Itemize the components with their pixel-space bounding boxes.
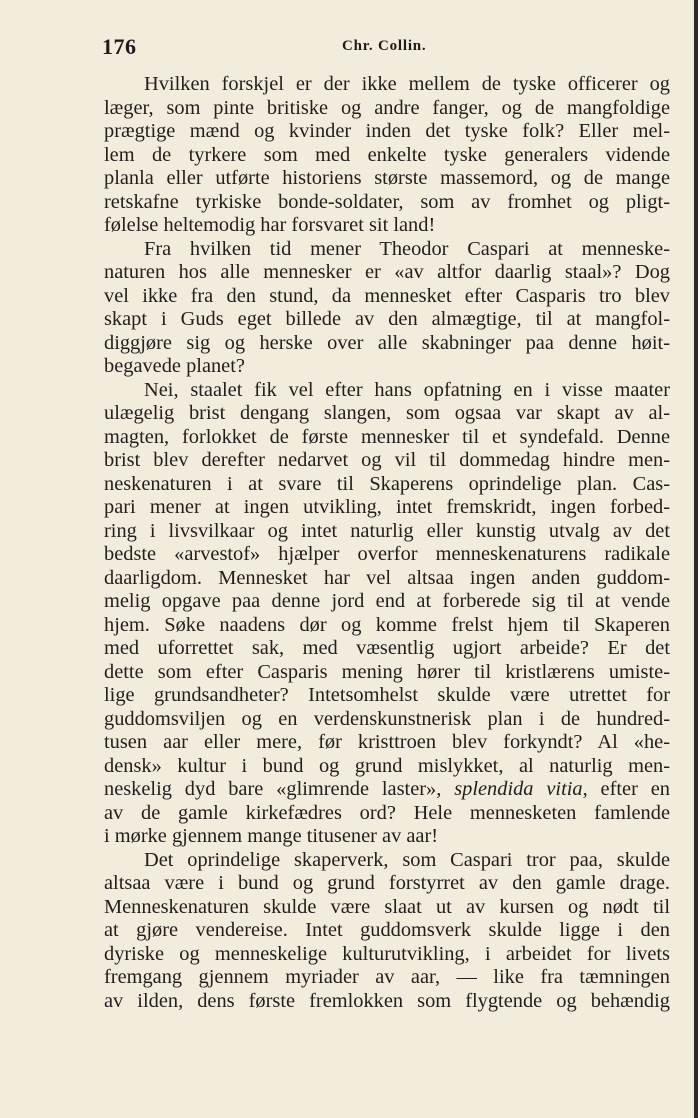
text-line: melig opgave paa denne jord end at forberede sig til at vende bbox=[104, 590, 670, 612]
text-line: følelse heltemodig har forsvaret sit land! bbox=[104, 214, 436, 236]
text-line: bedste «arvestof» hjælper overfor menneskenaturens radikale bbox=[104, 543, 670, 565]
text-line: ring i livsvilkaar og intet naturlig eller kunstig utvalg av det bbox=[104, 519, 670, 542]
text-line: naturen hos alle mennesker er «av altfor daarlig staal»? Dog bbox=[104, 261, 670, 283]
text-line: dyriske og menneskelige kulturutvikling, i arbeidet for livets bbox=[104, 942, 670, 965]
text-line: Nei, staalet fik vel efter hans opfatning en i visse maater bbox=[144, 378, 670, 401]
text-line: diggjøre sig og herske over alle skabninger paa denne høit- bbox=[104, 331, 670, 354]
text-line: av ilden, dens første fremlokken som flygtende og behændig bbox=[104, 989, 670, 1012]
text-line: Det oprindelige skaperverk, som Caspari tror paa, skulde bbox=[144, 848, 670, 871]
text-line: hjem. Søke naadens dør og komme frelst hjem til Skaperen bbox=[104, 613, 670, 636]
page-edge bbox=[694, 0, 698, 1118]
text-line: daarligdom. Mennesket har vel altsaa ingen anden guddom- bbox=[104, 566, 670, 589]
text-line: ulægelig brist dengang slangen, som ogsaa var skapt av al- bbox=[104, 402, 670, 424]
page-number: 176 bbox=[102, 34, 137, 59]
text-line: at gjøre vendereise. Intet guddomsverk skulde ligge i den bbox=[104, 919, 670, 941]
text-line: med uforrettet sak, med væsentlig ugjort arbeide? Er det bbox=[104, 637, 670, 659]
text-line: guddomsviljen og en verdenskunstnerisk plan i de hundred- bbox=[104, 707, 670, 730]
body-text bbox=[104, 73, 670, 1013]
text-line: av de gamle kirkefædres ord? Hele mennesketen famlende bbox=[104, 801, 670, 824]
text-line: Fra hvilken tid mener Theodor Caspari at menneske- bbox=[144, 237, 670, 260]
text-line: begavede planet? bbox=[104, 355, 245, 377]
italic-phrase: splendida vitia bbox=[454, 778, 583, 800]
text-line: Hvilken forskjel er der ikke mellem de tyske officerer og bbox=[144, 73, 670, 95]
text-line: neskenaturen i at svare til Skaperens oprindelige plan. Cas- bbox=[104, 472, 670, 495]
text-line: i mørke gjennem mange titusener av aar! bbox=[104, 825, 439, 847]
text-line: lige grundsandheter? Intetsomhelst skulde være utrettet for bbox=[104, 684, 670, 706]
text-line: Menneskenaturen skulde være slaat ut av kursen og nødt til bbox=[104, 895, 670, 918]
text-line: brist blev derefter nedarvet og vil til dommedag hindre men- bbox=[104, 449, 670, 471]
text-line: planla eller utførte historiens største massemord, og de mange bbox=[104, 167, 670, 189]
text-line: magten, forlokket de første mennesker til et syndefald. Denne bbox=[104, 425, 670, 448]
text-line: pari mener at ingen utvikling, intet fremskridt, ingen forbed- bbox=[104, 496, 670, 518]
running-head: Chr. Collin. bbox=[342, 38, 427, 54]
text-line: densk» kultur i bund og grund mislykket, al naturlig men- bbox=[104, 754, 670, 777]
text-line: neskelig dyd bare «glimrende laster», splendida vitia, efter en bbox=[104, 778, 670, 800]
text-line: dette som efter Casparis mening hører til kristlærens umiste- bbox=[104, 660, 670, 683]
text-line: lem de tyrkere som med enkelte tyske generalers vidende bbox=[104, 143, 670, 166]
text-line: vel ikke fra den stund, da mennesket efter Casparis tro blev bbox=[104, 284, 670, 307]
page-header bbox=[102, 34, 666, 64]
text-line: retskafne tyrkiske bonde-soldater, som av fromhet og pligt- bbox=[104, 190, 670, 213]
text-line: altsaa være i bund og grund forstyrret av den gamle drage. bbox=[104, 872, 670, 894]
text-line: tusen aar eller mere, før kristtroen blev forkyndt? Al «he- bbox=[104, 731, 670, 753]
text-line: skapt i Guds eget billede av den almægtige, til at mangfol- bbox=[104, 308, 670, 330]
text-line: fremgang gjennem myriader av aar, — like fra tæmningen bbox=[104, 966, 670, 988]
text-line: prægtige mænd og kvinder inden det tyske folk? Eller mel- bbox=[104, 120, 670, 142]
text-line: læger, som pinte britiske og andre fanger, og de mangfoldige bbox=[104, 96, 670, 119]
